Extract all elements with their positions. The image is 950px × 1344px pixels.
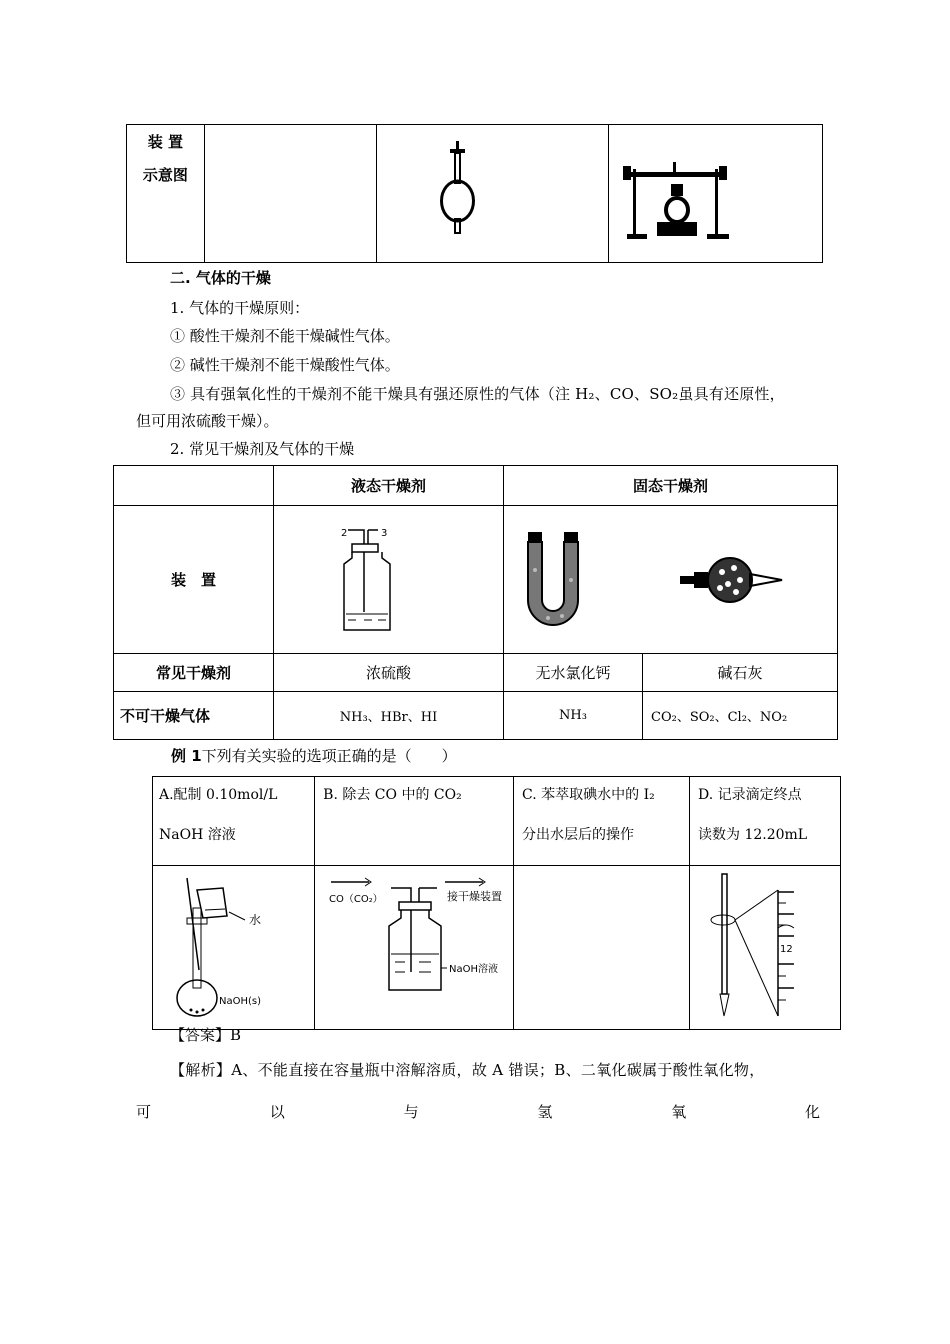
header-solid: 固态干燥剂 (504, 466, 838, 506)
separatory-funnel-cell (377, 125, 609, 263)
drying-table (113, 465, 838, 740)
example-label: 例 1 (171, 747, 202, 765)
outlet-label: 接干燥装置 (447, 889, 503, 903)
volumetric-flask-icon (153, 868, 301, 1028)
washing-bottle-icon (315, 868, 511, 1028)
apparatus-empty-cell (204, 125, 377, 263)
example-table (152, 776, 841, 1030)
figure-a-cell (153, 866, 315, 1030)
option-d-cell (690, 777, 841, 866)
gas-solid-2: CO₂、SO₂、Cl₂、NO₂ (643, 692, 838, 740)
distillation-cell (609, 125, 823, 263)
drying-tube-icon (678, 550, 798, 610)
solid-dryer-cell (504, 506, 838, 654)
agent-liquid: 浓硫酸 (274, 654, 504, 692)
burette-icon (690, 868, 840, 1028)
section-title: 二. 气体的干燥 (170, 269, 271, 287)
analysis-char: 与 (403, 1103, 419, 1121)
tube-label-3: 3 (381, 527, 388, 539)
option-b-line1: B. 除去 CO 中的 CO₂ (323, 787, 462, 803)
analysis-line1: 【解析】A、不能直接在容量瓶中溶解溶质，故 A 错误；B、二氧化碳属于酸性氧化物， (170, 1061, 765, 1079)
figure-b-cell (315, 866, 514, 1030)
principle-1: ① 酸性干燥剂不能干燥碱性气体。 (170, 327, 400, 345)
principle-2: ② 碱性干燥剂不能干燥酸性气体。 (170, 356, 400, 374)
apparatus-label-1: 装 置 (147, 133, 184, 151)
example-question (171, 745, 457, 766)
row-agent-label: 常见干燥剂 (114, 654, 274, 692)
answer: 【答案】B (170, 1026, 242, 1044)
figure-c-cell (514, 866, 690, 1030)
header-liquid: 液态干燥剂 (274, 466, 504, 506)
row-device-label: 装 置 (114, 506, 274, 654)
burette-tick-label: 12 (780, 943, 793, 955)
option-d-line1: D. 记录滴定终点 (698, 787, 802, 803)
row-gas-label: 不可干燥气体 (114, 692, 274, 740)
u-tube-icon (518, 530, 588, 630)
analysis-line2 (136, 1101, 820, 1122)
option-c-line1: C. 苯萃取碘水中的 I₂ (522, 787, 655, 803)
common-title: 2. 常见干燥剂及气体的干燥 (170, 440, 355, 458)
naoh-solid-label: NaOH(s) (219, 995, 262, 1007)
water-label: 水 (249, 912, 262, 927)
naoh-solution-label: NaOH溶液 (449, 963, 499, 975)
apparatus-label-2: 示意图 (142, 166, 188, 184)
apparatus-label-cell (127, 125, 205, 263)
agent-solid-2: 碱石灰 (643, 654, 838, 692)
agent-solid-1: 无水氯化钙 (504, 654, 643, 692)
analysis-char: 以 (269, 1103, 285, 1121)
gas-washing-bottle-icon (334, 522, 434, 638)
analysis-char: 氢 (537, 1103, 553, 1121)
analysis-char: 氧 (671, 1103, 687, 1121)
tube-label-2: 2 (341, 527, 348, 539)
co-inlet-label: CO（CO₂） (329, 893, 383, 905)
gas-solid-1: NH₃ (504, 692, 643, 740)
option-a-line2: NaOH 溶液 (159, 827, 236, 843)
principle-3: ③ 具有强氧化性的干燥剂不能干燥具有强还原性的气体（注 H₂、CO、SO₂虽具有还原性， (170, 385, 785, 403)
option-c-line2: 分出水层后的操作 (522, 827, 635, 843)
principle-3-cont: 但可用浓硫酸干燥）。 (136, 412, 279, 430)
option-a-cell (153, 777, 315, 866)
ring-stand-icon (619, 144, 739, 244)
analysis-char: 化 (804, 1103, 820, 1121)
gas-liquid: NH₃、HBr、HI (274, 692, 504, 740)
principle-title: 1. 气体的干燥原则： (170, 299, 310, 317)
gas-washing-bottle-cell (274, 506, 504, 654)
option-b-cell (315, 777, 514, 866)
option-a-line1: A.配制 0.10mol/L (159, 787, 278, 803)
analysis-char: 可 (136, 1103, 152, 1121)
figure-d-cell (690, 866, 841, 1030)
example-question-text: 下列有关实验的选项正确的是（ ） (201, 747, 457, 765)
drying-corner-cell (114, 466, 274, 506)
separatory-funnel-icon (422, 139, 502, 249)
option-c-cell (514, 777, 690, 866)
apparatus-table (126, 124, 823, 263)
option-d-line2: 读数为 12.20mL (698, 827, 808, 843)
